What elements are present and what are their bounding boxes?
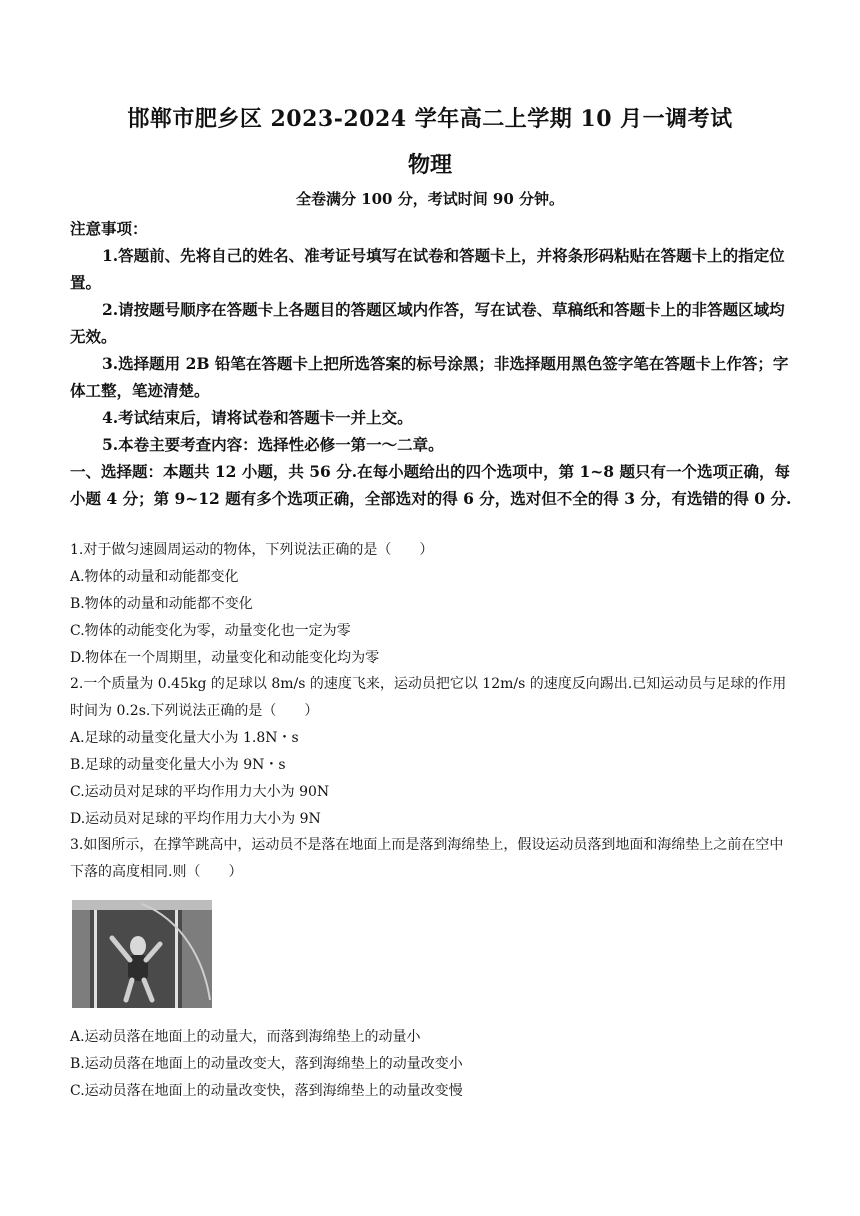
- question-3-options: [70, 1024, 792, 1105]
- question-stem: 1.对于做匀速圆周运动的物体，下列说法正确的是（ ）: [70, 542, 434, 558]
- section-heading: 一、选择题：本题共 12 小题，共 56 分.在每小题给出的四个选项中，第 1~8 题只有一个选项正确，每小题 4 分；第 9~12 题有多个选项正确，全部选对的得 6 分，选对但不全的得 3 分，有选错的得 0 分.: [70, 462, 792, 508]
- question-option: B.足球的动量变化量大小为 9N・s: [70, 757, 286, 773]
- notice-list: [70, 242, 792, 458]
- notice-item: 1.答题前、先将自己的姓名、准考证号填写在试卷和答题卡上，并将条形码粘贴在答题卡上的指定位置。: [70, 246, 785, 292]
- question-stem: 2.一个质量为 0.45kg 的足球以 8m/s 的速度飞来，运动员把它以 12m/s 的速度反向踢出.已知运动员与足球的作用时间为 0.2s.下列说法正确的是（ ）: [70, 676, 787, 719]
- exam-meta: 全卷满分 100 分，考试时间 90 分钟。: [295, 190, 565, 208]
- question-option: D.物体在一个周期里，动量变化和动能变化均为零: [70, 650, 380, 666]
- question-2: [70, 671, 792, 833]
- question-option: B.运动员落在地面上的动量改变大，落到海绵垫上的动量改变小: [70, 1056, 463, 1072]
- exam-subject: 物理: [407, 152, 452, 178]
- notice-item: 5.本卷主要考查内容：选择性必修一第一～二章。: [102, 435, 444, 454]
- exam-title: 邯郸市肥乡区 2023-2024 学年高二上学期 10 月一调考试: [127, 106, 733, 132]
- question-option: C.物体的动能变化为零，动量变化也一定为零: [70, 623, 351, 639]
- question-3: [70, 832, 792, 886]
- pole-vault-photo: [72, 900, 212, 1008]
- question-option: C.运动员落在地面上的动量改变快，落到海绵垫上的动量改变慢: [70, 1083, 463, 1099]
- question-option: A.物体的动量和动能都变化: [70, 569, 239, 585]
- question-option: A.运动员落在地面上的动量大，而落到海绵垫上的动量小: [70, 1029, 421, 1045]
- question-option: D.运动员对足球的平均作用力大小为 9N: [70, 811, 321, 827]
- question-option: C.运动员对足球的平均作用力大小为 90N: [70, 784, 330, 800]
- question-option: B.物体的动量和动能都不变化: [70, 596, 253, 612]
- notice-item: 2.请按题号顺序在答题卡上各题目的答题区域内作答，写在试卷、草稿纸和答题卡上的非答题区域均无效。: [70, 300, 785, 346]
- question-option: A.足球的动量变化量大小为 1.8N・s: [70, 730, 299, 746]
- question-1: [70, 537, 792, 672]
- notice-item: 4.考试结束后，请将试卷和答题卡一并上交。: [102, 408, 413, 427]
- notice-heading: 注意事项：: [70, 219, 148, 238]
- question-stem: 3.如图所示，在撑竿跳高中，运动员不是落在地面上而是落到海绵垫上，假设运动员落到地面和海绵垫上之前在空中下落的高度相同.则（ ）: [70, 837, 784, 880]
- notice-item: 3.选择题用 2B 铅笔在答题卡上把所选答案的标号涂黑；非选择题用黑色签字笔在答题卡上作答；字体工整，笔迹清楚。: [70, 354, 789, 400]
- pole-vault-illustration: [72, 900, 212, 1008]
